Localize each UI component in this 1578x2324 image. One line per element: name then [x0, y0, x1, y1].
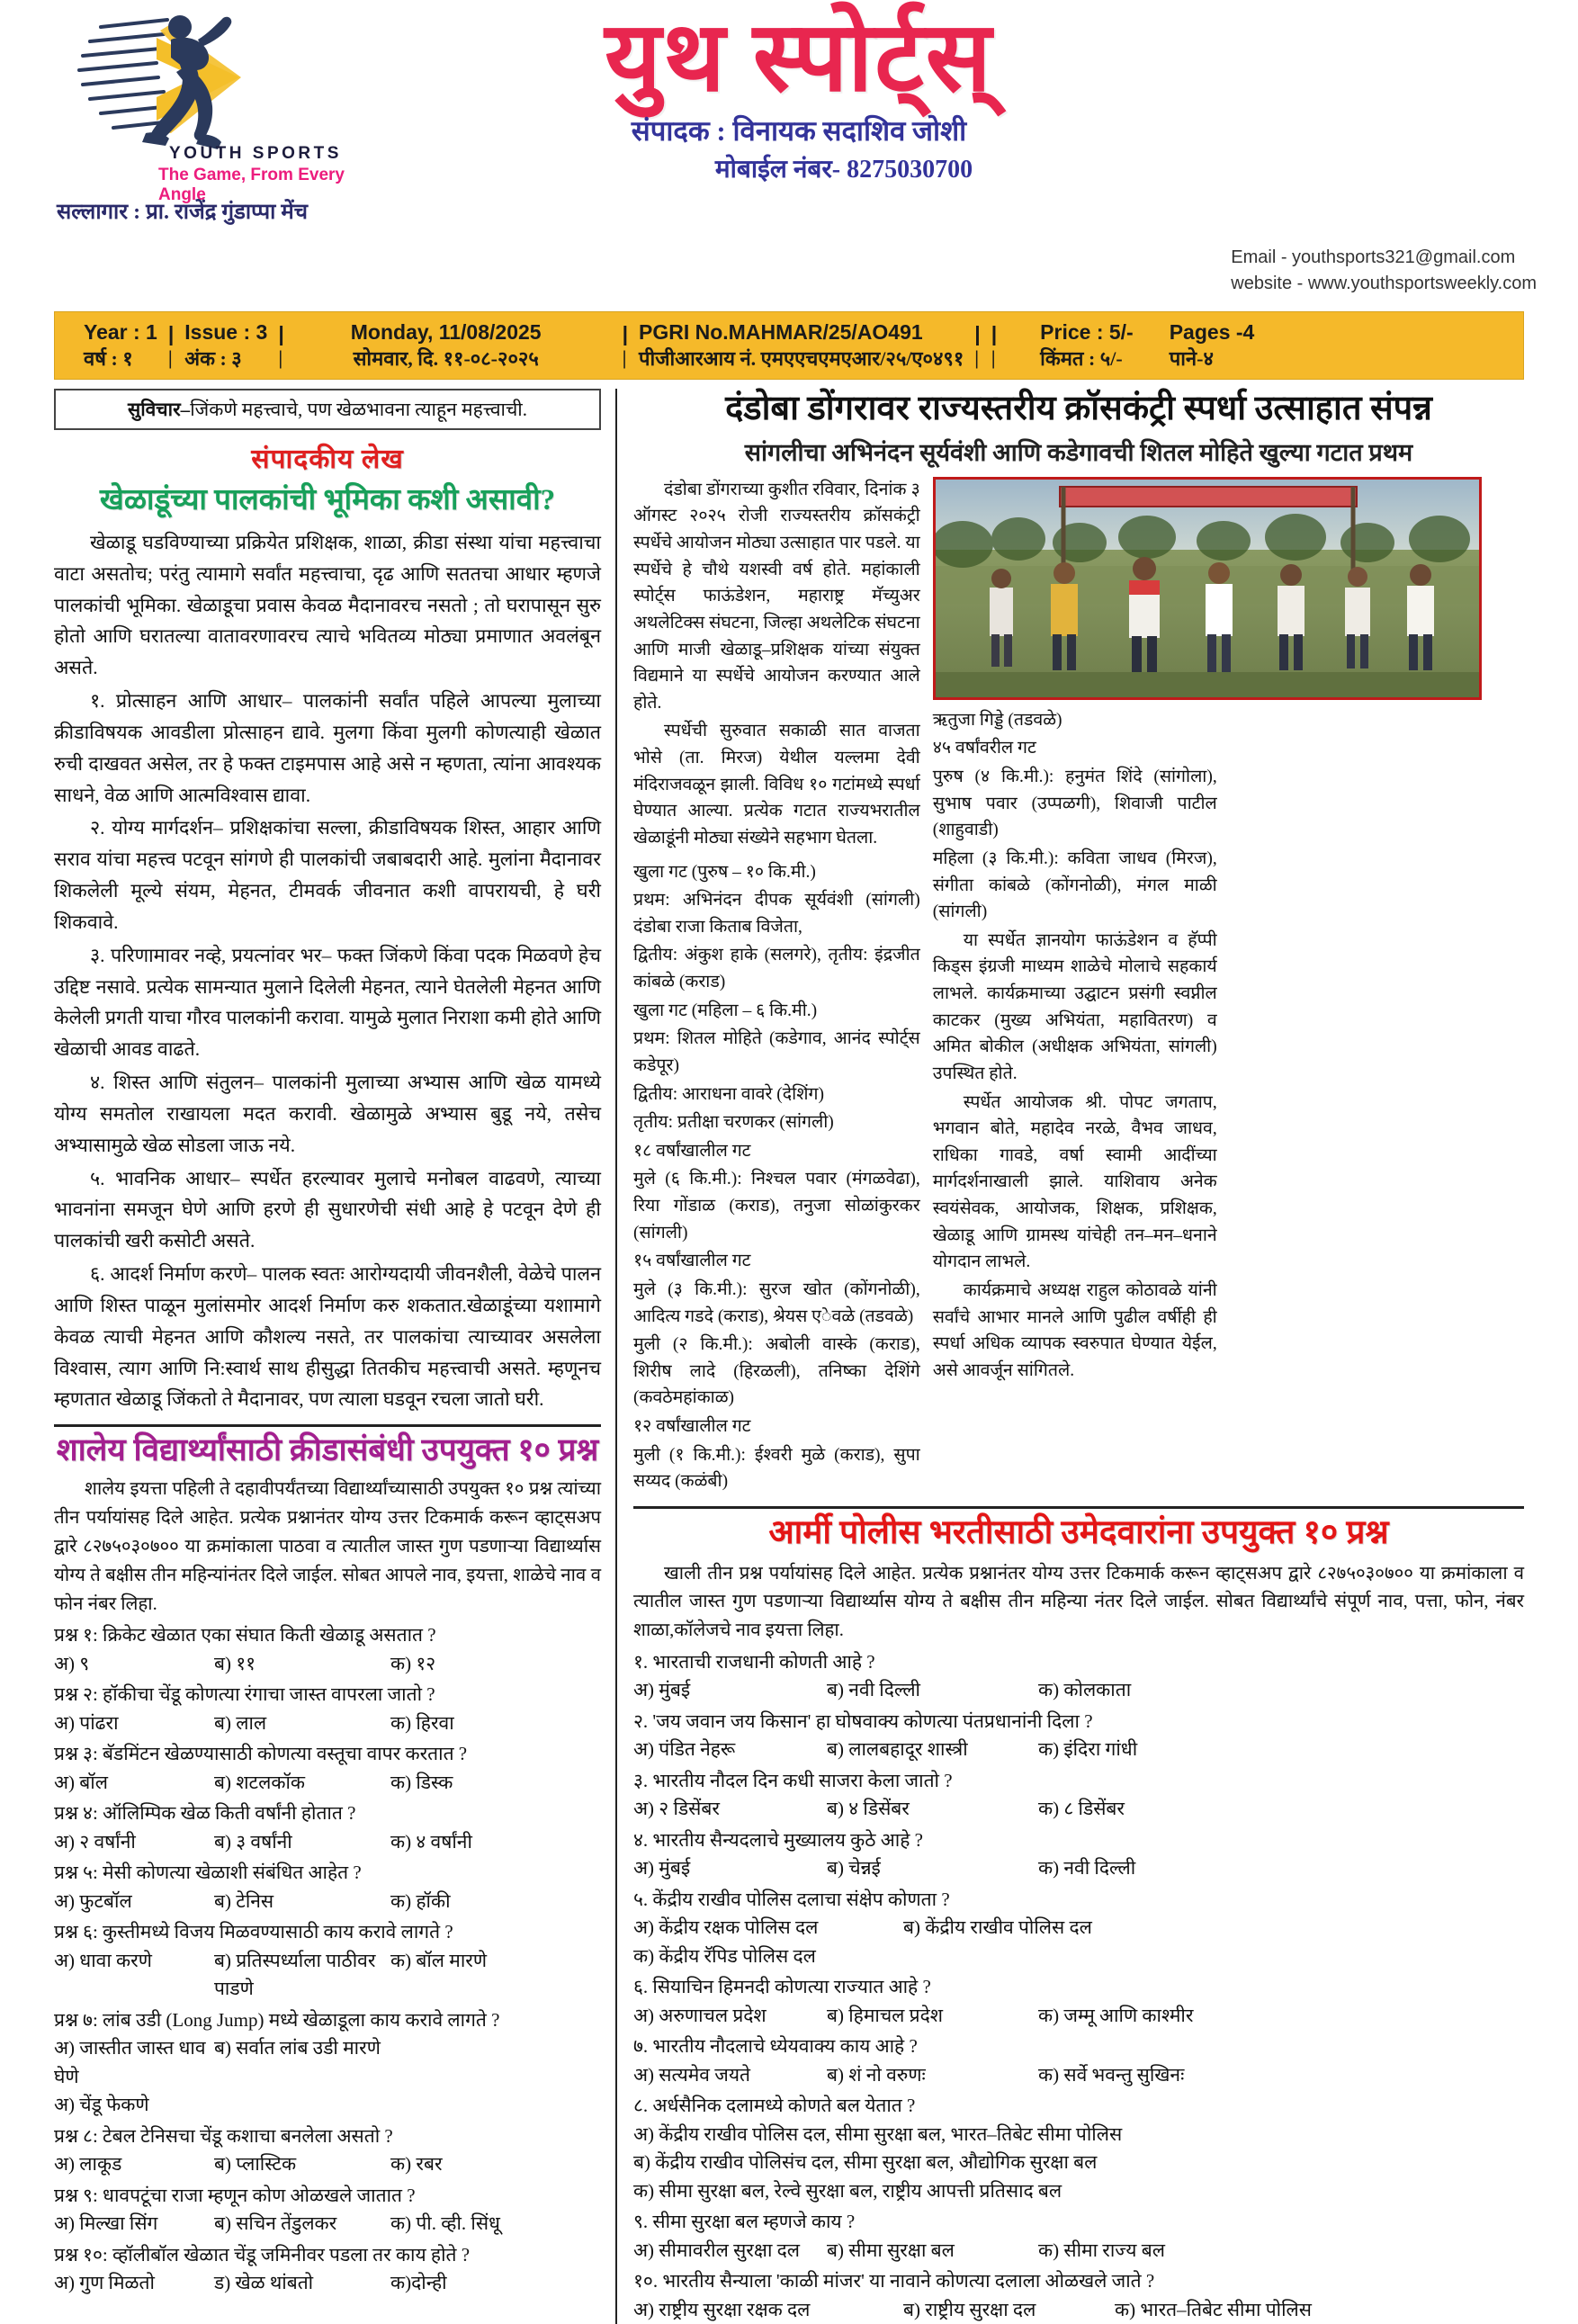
option-c[interactable]: क) बॉल मारणे — [390, 1949, 488, 1971]
option-a[interactable]: अ) मुंबई — [633, 1857, 691, 1880]
editor-mobile: मोबाईल नंबर- 8275030700 — [714, 156, 973, 184]
quiz-question: प्रश्न ५: मेसी कोणत्या खेळाशी संबंधित आहेत ? — [54, 1862, 362, 1884]
option-b[interactable]: ब) टेनिस — [214, 1889, 274, 1912]
option-a[interactable]: अ) सीमावरील सुरक्षा दल — [633, 2239, 801, 2261]
option-c[interactable]: क) कोलकाता — [1038, 1679, 1132, 1701]
date-mr: सोमवार, दि. ११-०८-२०२५ — [353, 346, 539, 370]
issue-cell — [179, 312, 273, 379]
news-grid — [633, 477, 1524, 1497]
quiz-options — [633, 1854, 1524, 1883]
option-c[interactable]: क) १२ — [390, 1652, 436, 1674]
separator: | | — [278, 321, 284, 369]
quiz-options — [633, 1914, 1524, 1943]
year-en: Year : 1 — [84, 319, 157, 344]
option-b[interactable]: ब) शं नो वरुणः — [827, 2063, 926, 2086]
news-para: ४५ वर्षांवरील गट — [932, 739, 1036, 758]
email-line: Email - youthsports321@gmail.com — [1231, 247, 1516, 267]
rni-en: PGRI No.MAHMAR/25/AO491 — [639, 319, 923, 344]
school-quiz-title: शालेय विद्यार्थ्यांसाठी क्रीडासंबंधी उपयुक्त १० प्रश्न — [56, 1432, 599, 1468]
quiz-question: प्रश्न ७: लांब उडी (Long Jump) मध्ये खेळाडूला काय करावे लागते ? — [54, 2008, 500, 2031]
result-group-title: १५ वर्षांखालील गट — [633, 1252, 751, 1271]
result-line: मुले (६ कि.मी.): निश्चल पवार (मंगळवेढा), रिया गोंडाळ (कराड), तनुजा सोळांकुरकर (सांगली) — [633, 1170, 920, 1243]
option-a[interactable]: अ) पांढरा — [54, 1711, 119, 1734]
logo-wordmark: YOUTH SPORTS — [169, 144, 342, 163]
option-a[interactable]: अ) केंद्रीय रक्षक पोलिस दल — [633, 1916, 819, 1939]
option-b[interactable]: ब) हिमाचल प्रदेश — [827, 2004, 944, 2026]
editorial-para: ३. परिणामावर नव्हे, प्रयत्नांवर भर– फक्त जिंकणे किंवा पदक मिळवणे हेच उद्दिष्ट नसावे. प्रत्येक सामन्यात मुलाने दिलेली मेहनत, त्याने घेतलेली मेहनत आणि केलेली प्रगती याचा गौरव पालकांनी करावा. यामुळे मुलात निराशा कमी होते आणि खेळाची आवड वाढते. — [54, 944, 601, 1061]
option-a[interactable]: अ) चेंडू फेकणे — [54, 2094, 149, 2116]
news-para: दंडोबा डोंगराच्या कुशीत रविवार, दिनांक ३ ऑगस्ट २०२५ रोजी राज्यस्तरीय क्रॉसकंट्री स्पर्धेचे आयोजन मोठ्या उत्साहात पार पडले. या स्पर्धेचे हे चौथे यशस्वी वर्ष होते. महांकाली स्पोर्ट्स फाऊंडेशन, महाराष्ट्र मॅच्युअर अथलेटिक्स संघटना, जिल्हा अथलेटिक संघटना आणि माजी खेळाडू–प्रशिक्षक यांच्या संयुक्त विद्यमाने या स्पर्धेचे आयोजन करण्यात आले होते. — [633, 480, 920, 713]
news-column-1 — [633, 477, 920, 1497]
option-a[interactable]: अ) पंडित नेहरू — [633, 1738, 736, 1761]
year-cell — [78, 312, 163, 379]
main-content — [54, 389, 1524, 2324]
date-cell — [345, 312, 547, 379]
editorial-para: खेळाडू घडविण्याच्या प्रक्रियेत प्रशिक्षक, शाळा, क्रीडा संस्था यांचा महत्त्वाचा वाटा असतोच; परंतु त्यामागे सर्वांत महत्त्वाचा, दृढ आणि सततचा आधार म्हणजे पालकांची भूमिका. खेळाडूचा प्रवास केवळ मैदानावरच नसतो ; तो घरापासून सुरु होतो आणि घरातल्या वातावरणावरच त्याचे भवितव्य मोठ्या प्रमाणात अवलंबून असते. — [54, 532, 601, 679]
option-a[interactable]: अ) धावा करणे — [54, 1949, 152, 1971]
issue-info-bar — [54, 311, 1524, 380]
result-line: प्रथम: शितल मोहिते (कडेगाव, आनंद स्पोर्ट्स कडेपूर) — [633, 1029, 920, 1075]
option-a[interactable]: अ) गुण मिळतो — [54, 2272, 155, 2294]
news-subheadline: सांगलीचा अभिनंदन सूर्यवंशी आणि कडेगावची शितल मोहिते खुल्या गटात प्रथम — [744, 438, 1413, 466]
army-quiz-title: आर्मी पोलीस भरतीसाठी उमेदवारांना उपयुक्त १० प्रश्न — [768, 1513, 1389, 1551]
photo-inner — [936, 480, 1479, 697]
logo-block — [52, 7, 349, 204]
issue-mr: अंक : ३ — [184, 346, 242, 370]
option-a[interactable]: अ) ९ — [54, 1652, 90, 1674]
option-b[interactable]: ब) केंद्रीय राखीव पोलिसंच दल, सीमा सुरक्षा बल, औद्योगिक सुरक्षा बल — [633, 2151, 1098, 2174]
quiz-options — [54, 1947, 601, 2004]
quiz-question: १. भारताची राजधानी कोणती आहे ? — [633, 1650, 875, 1673]
result-line: प्रथम: अभिनंदन दीपक सूर्यवंशी (सांगली) दंडोबा राजा किताब विजेता, — [633, 891, 920, 937]
option-b[interactable]: ब) नवी दिल्ली — [827, 1679, 920, 1701]
paper-title-block — [439, 4, 1159, 185]
quote-text: जिंकणे महत्त्वाचे, पण खेळभावना त्याहून महत्त्वाची. — [190, 399, 527, 420]
quiz-question: ९. सीमा सुरक्षा बल म्हणजे काय ? — [633, 2211, 856, 2233]
option-b[interactable]: ब) सर्वात लांब उडी मारणे — [214, 2037, 381, 2059]
quiz-options — [633, 2177, 1524, 2206]
news-para: ऋतुजा गिड्डे (तडवळे) — [932, 710, 1062, 730]
option-c[interactable]: क) सीमा राज्य बल — [1038, 2239, 1165, 2261]
quiz-options — [54, 2210, 601, 2239]
quiz-question: २. 'जय जवान जय किसान' हा घोषवाक्य कोणत्या पंतप्रधानांनी दिला ? — [633, 1709, 1093, 1732]
result-group-title: १२ वर्षांखालील गट — [633, 1417, 751, 1437]
separator: | | — [991, 321, 998, 369]
website-line[interactable]: website - www.youthsportsweekly.com — [1231, 274, 1537, 293]
quote-label: सुविचार– — [128, 399, 191, 420]
quiz-question: प्रश्न १०: व्हॉलीबॉल खेळात चेंडू जमिनीवर पडला तर काय होते ? — [54, 2243, 471, 2266]
quiz-options — [633, 1795, 1524, 1824]
pages-en: Pages -4 — [1169, 319, 1255, 344]
editorial-title: खेळाडूंच्या पालकांची भूमिका कशी असावी? — [99, 484, 556, 516]
quiz-question: १०. भारतीय सैन्याला 'काळी मांजर' या नावाने कोणत्या दलाला ओळखले जाते ? — [633, 2270, 1155, 2293]
quiz-question: ८. अर्धसैनिक दलामध्ये कोणते बल येतात ? — [633, 2095, 916, 2117]
quiz-question: प्रश्न ६: कुस्तीमध्ये विजय मिळवण्यासाठी काय करावे लागते ? — [54, 1921, 453, 1943]
option-b[interactable]: ब) ११ — [214, 1652, 256, 1674]
news-photo — [933, 477, 1482, 700]
school-quiz-list — [54, 1621, 601, 2298]
option-a[interactable]: अ) बॉल — [54, 1771, 108, 1793]
editorial-para: ५. भावनिक आधार– स्पर्धेत हरल्यावर मुलाचे मनोबल वाढवणे, त्याच्या भावनांना समजून घेणे आणि हरणे ही सुधारणेची संधी आहे हे पटवून देणे ही पालकांची खरी कसोटी असते. — [54, 1167, 601, 1252]
quiz-question: ४. भारतीय सैन्यदलाचे मुख्यालय कुठे आहे ? — [633, 1828, 923, 1851]
quiz-question: ६. सियाचिन हिमनदी कोणत्या राज्यात आहे ? — [633, 1976, 931, 1998]
quiz-options — [633, 2121, 1524, 2149]
news-para: पुरुष (४ कि.मी.): हनुमंत शिंदे (सांगोला), सुभाष पवार (उप्पळगी), शिवाजी पाटील (शाहुवाडी) — [932, 767, 1217, 840]
option-a[interactable]: अ) २ वर्षांनी — [54, 1830, 136, 1853]
option-a[interactable]: अ) अरुणाचल प्रदेश — [633, 2004, 767, 2026]
quiz-question: ७. भारतीय नौदलाचे ध्येयवाक्य काय आहे ? — [633, 2035, 918, 2058]
news-column-2 — [933, 477, 1524, 1497]
quiz-options — [54, 2091, 601, 2120]
option-a[interactable]: अ) राष्ट्रीय सुरक्षा रक्षक दल — [633, 2298, 811, 2320]
option-b[interactable]: ब) ४ डिसेंबर — [827, 1798, 910, 1820]
rni-cell — [633, 312, 969, 379]
option-b[interactable]: ब) प्रतिस्पर्ध्याला पाठीवर पाडणे — [214, 1949, 376, 2000]
quiz-question: प्रश्न ३: बॅडमिंटन खेळण्यासाठी कोणत्या वस्तूचा वापर करतात ? — [54, 1743, 468, 1765]
option-c[interactable]: क) पी. व्ही. सिंधू — [390, 2212, 500, 2235]
contact-block — [1231, 245, 1537, 297]
quiz-options — [54, 1888, 601, 1916]
quiz-options — [54, 1828, 601, 1857]
option-b[interactable]: ब) राष्ट्रीय सुरक्षा दल — [903, 2298, 1036, 2320]
option-c[interactable]: क) इंदिरा गांधी — [1038, 1738, 1138, 1761]
price-en: Price : 5/- — [1040, 319, 1134, 344]
option-a[interactable]: अ) लाकूड — [54, 2153, 122, 2176]
news-column-2a — [933, 707, 1217, 1386]
quiz-options — [633, 1676, 1524, 1705]
news-para: महिला (३ कि.मी.): कविता जाधव (मिरज), संगीता कांबळे (कोंगनोळी), मंगल माळी (सांगली) — [932, 848, 1217, 922]
quiz-question: प्रश्न २: हॉकीचा चेंडू कोणत्या रंगाचा जास्त वापरला जातो ? — [54, 1683, 435, 1706]
option-c[interactable]: क) हॉकी — [390, 1889, 451, 1912]
separator: | | — [974, 321, 981, 369]
option-c[interactable]: क) रबर — [390, 2153, 443, 2176]
result-group-title: १८ वर्षांखालील गट — [633, 1141, 751, 1161]
option-c[interactable]: क) भारत–तिबेट सीमा पोलिस — [1115, 2298, 1312, 2320]
option-c[interactable]: क) नवी दिल्ली — [1038, 1857, 1136, 1880]
quiz-question: प्रश्न १: क्रिकेट खेळात एका संघात किती खेळाडू असतात ? — [54, 1624, 436, 1647]
quiz-question: प्रश्न ९: धावपटूंचा राजा म्हणून कोण ओळखले जातात ? — [54, 2184, 416, 2206]
option-b[interactable]: ब) प्लास्टिक — [214, 2153, 297, 2176]
quiz-options — [54, 1650, 601, 1679]
editorial-para: १. प्रोत्साहन आणि आधार– पालकांनी सर्वांत पहिले आपल्या मुलाच्या क्रीडाविषयक आवडीला प्रोत्साहन द्यावे. मुलगा किंवा मुलगी कोणत्याही खेळात रुची दाखवत असेल, तर हे फक्त टाइमपास आहे असे न म्हणता, त्यांना आवश्यक साधने, वेळ आणि आत्मविश्वास द्यावा. — [54, 690, 601, 806]
divider — [633, 1506, 1524, 1509]
option-c[interactable]: क) जम्मू आणि काश्मीर — [1038, 2004, 1194, 2026]
pages-mr: पाने-४ — [1169, 346, 1214, 370]
result-line: मुली (१ कि.मी.): ईश्वरी मुळे (कराड), सुपा सय्यद (कळंबी) — [633, 1445, 920, 1492]
quiz-options — [633, 1736, 1524, 1764]
result-line: तृतीय: प्रतीक्षा चरणकर (सांगली) — [633, 1113, 834, 1133]
option-b[interactable]: ब) सचिन तेंडुलकर — [214, 2212, 337, 2235]
separator: | | — [622, 321, 629, 369]
option-c[interactable]: क) केंद्रीय रॅपिड पोलिस दल — [633, 1944, 816, 1967]
news-headline: दंडोबा डोंगरावर राज्यस्तरीय क्रॉसकंट्री स्पर्धा उत्साहात संपन्न — [725, 390, 1432, 427]
quote-box — [54, 389, 601, 430]
editor-name: संपादक : विनायक सदाशिव जोशी — [631, 115, 967, 148]
option-c[interactable]: क) सीमा सुरक्षा बल, रेल्वे सुरक्षा बल, राष्ट्रीय आपत्ती प्रतिसाद बल — [633, 2179, 1062, 2202]
result-line: द्वितीय: आराधना वावरे (देशिंग) — [633, 1084, 824, 1104]
option-c[interactable]: क) ८ डिसेंबर — [1038, 1798, 1125, 1820]
quiz-question: प्रश्न ४: ऑलिम्पिक खेळ किती वर्षांनी होतात ? — [54, 1802, 356, 1825]
quiz-options — [54, 1709, 601, 1738]
date-en: Monday, 11/08/2025 — [350, 319, 542, 344]
news-para: स्पर्धेत आयोजक श्री. पोपट जगताप, भगवान बोते, महादेव नरळे, वैभव जाधव, राधिका गावडे, वर्षा स्वामी आदींच्या मार्गदर्शनाखाली झाले. याशिवाय अनेक स्वयंसेवक, आयोजक, शिक्षक, प्रशिक्षक, खेळाडू आणि ग्रामस्थ यांचेही तन–मन–धनाने योगदान लाभले. — [932, 1092, 1217, 1272]
quiz-options — [633, 2002, 1524, 2031]
pages-cell — [1164, 312, 1260, 379]
quiz-options — [633, 2061, 1524, 2090]
option-a[interactable]: अ) जास्तीत जास्त धाव घेणे — [54, 2037, 206, 2087]
left-column — [54, 389, 615, 2324]
option-b[interactable]: ब) ३ वर्षांनी — [214, 1830, 292, 1853]
result-line: मुले (३ कि.मी.): सुरज खोत (कोंगनोळी), आदित्य गडदे (कराड), श्रेयस एेवळे (तडवळे) — [633, 1279, 920, 1326]
option-c[interactable]: क)दोन्ही — [390, 2272, 447, 2294]
logo-tagline: The Game, From Every Angle — [158, 166, 345, 204]
option-c[interactable]: क) डिस्क — [390, 1771, 453, 1793]
result-line: मुली (२ कि.मी.): अबोली वास्के (कराड), शिरीष लादे (हिरळली), तनिष्का देशिंगे (कवठेमहांकाळ) — [633, 1335, 920, 1408]
army-quiz-list — [633, 1648, 1524, 2324]
option-b[interactable]: ड) खेळ थांबतो — [214, 2272, 314, 2294]
option-c[interactable]: क) सर्वे भवन्तु सुखिनः — [1038, 2063, 1185, 2086]
price-cell — [1035, 312, 1139, 379]
option-a[interactable]: अ) फुटबॉल — [54, 1889, 132, 1912]
option-b[interactable]: ब) शटलकॉक — [214, 1771, 306, 1793]
editorial-para: ४. शिस्त आणि संतुलन– पालकांनी मुलाच्या अभ्यास आणि खेळ यामध्ये योग्य समतोल राखायला मदत करावी. खेळामुळे अभ्यास बुडू नये, तसेच अभ्यासामुळे खेळ सोडला जाऊ नये. — [54, 1072, 601, 1156]
news-para: कार्यक्रमाचे अध्यक्ष राहुल कोठावळे यांनी सर्वांचे आभार मानले आणि पुढील वर्षीही ही स्पर्धा अधिक व्यापक स्वरुपात घेण्यात येईल, असे आवर्जून सांगितले. — [932, 1280, 1217, 1380]
option-a[interactable]: अ) मुंबई — [633, 1679, 691, 1701]
quiz-options — [54, 1769, 601, 1798]
option-a[interactable]: अ) मिल्खा सिंग — [54, 2212, 158, 2235]
school-quiz-intro: शालेय इयत्ता पहिली ते दहावीपर्यंतच्या विद्यार्थ्यांच्यासाठी उपयुक्त १० प्रश्न त्यांच्या तीन पर्यायांसह दिले आहेत. प्रत्येक प्रश्नानंतर योग्य उत्तर टिकमार्क करून व्हाट्सअप द्वारे ८२७५०३०७०० या क्रमांकाला पाठवा व त्यातील जास्त गुण पडणाऱ्या विद्यार्थ्यास योग्य ते बक्षीस तीन महिन्यांनंतर दिले जाईल. सोबत आपले नाव, इयत्ता, शाळेचे नाव व फोन नंबर लिहा. — [54, 1479, 601, 1614]
news-para: या स्पर्धेत ज्ञानयोग फाऊंडेशन व हॅप्पी किड्स इंग्रजी माध्यम शाळेचे मोलाचे सहकार्य लाभले. कार्यक्रमाच्या उद्घाटन प्रसंगी स्वप्नील काटकर (मुख्य अभियंता, महावितरण) व अमित बोकील (अधीक्षक अभियंता, सांगली) उपस्थित होते. — [932, 930, 1217, 1083]
result-group-title: खुला गट (महिला – ६ कि.मी.) — [633, 1000, 818, 1020]
option-b[interactable]: ब) केंद्रीय राखीव पोलिस दल — [903, 1916, 1092, 1939]
quiz-options — [633, 2149, 1524, 2177]
quiz-options — [54, 2150, 601, 2179]
quiz-question: ५. केंद्रीय राखीव पोलिस दलाचा संक्षेप कोणता ? — [633, 1888, 950, 1910]
rni-mr: पीजीआरआय नं. एमएएचएमएआर/२५/ए०४९१ — [639, 346, 964, 370]
quiz-options — [54, 2269, 601, 2298]
page-title: युथ स्पोर्ट्स् — [605, 4, 993, 112]
editorial-para: २. योग्य मार्गदर्शन– प्रशिक्षकांचा सल्ला, क्रीडाविषयक शिस्त, आहार आणि सराव यांचा महत्त्व पटवून सांगणे ही पालकांची जबाबदारी आहे. मुलांना मैदानावर शिकलेली मूल्ये संयम, मेहनत, टीमवर्क जीवनात कशी वापरायची, हे घरी शिकवावे. — [54, 817, 601, 933]
quiz-question: प्रश्न ८: टेबल टेनिसचा चेंडू कशाचा बनलेला असतो ? — [54, 2124, 393, 2147]
result-group-title: खुला गट (पुरुष – १० कि.मी.) — [633, 862, 816, 882]
option-b[interactable]: ब) लालबहादूर शास्त्री — [827, 1738, 968, 1761]
quiz-options — [633, 2296, 1524, 2324]
option-a[interactable]: अ) केंद्रीय राखीव पोलिस दल, सीमा सुरक्षा बल, भारत–तिबेट सीमा पोलिस — [633, 2122, 1123, 2145]
quiz-options — [54, 2034, 601, 2091]
option-c[interactable]: क) हिरवा — [390, 1711, 454, 1734]
advisor-line: सल्लागार : प्रा. राजेंद्र गुंडाप्पा मेंच — [57, 201, 308, 224]
divider — [54, 1424, 601, 1427]
news-lower-columns — [933, 707, 1524, 1386]
right-column — [615, 389, 1524, 2324]
option-a[interactable]: अ) सत्यमेव जयते — [633, 2063, 750, 2086]
masthead — [16, 0, 1562, 306]
editorial-para: ६. आदर्श निर्माण करणे– पालक स्वतः आरोग्यदायी जीवनशैली, वेळेचे पालन आणि शिस्त पाळून मुलांसमोर आदर्श निर्माण करु शकतात.खेळाडूंच्या यशामागे केवळ त्याची मेहनत आणि कौशल्य नसते, तर पालकांचा त्याच्यावर असलेला विश्वास, त्याग आणि नि:स्वार्थ साथ हीसुद्धा तितकीच महत्त्वाची असते. म्हणूनच म्हणतात खेळाडू जिंकतो ते मैदानावर, पण त्याला घडवून रचला जातो घरी. — [54, 1263, 601, 1411]
issue-en: Issue : 3 — [184, 319, 268, 344]
option-b[interactable]: ब) चेन्नई — [827, 1857, 881, 1880]
option-b[interactable]: ब) लाल — [214, 1711, 267, 1734]
quiz-question: ३. भारतीय नौदल दिन कधी साजरा केला जातो ? — [633, 1769, 953, 1791]
option-b[interactable]: ब) सीमा सुरक्षा बल — [827, 2239, 955, 2261]
quiz-options — [633, 1943, 1524, 1971]
price-mr: किंमत : ५/- — [1040, 346, 1123, 370]
quiz-options — [633, 2237, 1524, 2266]
army-quiz-intro: खाली तीन प्रश्न पर्यायांसह दिले आहेत. प्रत्येक प्रश्नानंतर योग्य उत्तर टिकमार्क करून व्हाट्सअप द्वारे ८२७५०३०७०० या क्रमांकाला व त्यातील जास्त गुण पडणाऱ्या विद्यार्थ्यास योग्य ते बक्षीस तीन महिन्या नंतर दिले जाईल. सोबत विद्यार्थ्यांचे संपूर्ण नाव, पत्ता, फोन, नंबर शाळा,कॉलेजचे नाव इयत्ता लिहा. — [633, 1563, 1524, 1641]
year-mr: वर्ष : १ — [84, 346, 133, 370]
result-line: द्वितीय: अंकुश हाके (सलगरे), तृतीय: इंद्रजीत कांबळे (कराड) — [633, 946, 920, 992]
option-c[interactable]: क) ४ वर्षांनी — [390, 1830, 472, 1853]
editorial-kicker: संपादकीय लेख — [251, 444, 404, 474]
option-a[interactable]: अ) २ डिसेंबर — [633, 1798, 720, 1820]
running-man-logo-icon — [70, 7, 340, 151]
news-para: स्पर्धेची सुरुवात सकाळी सात वाजता भोसे (ता. मिरज) येथील यल्लमा देवी मंदिराजवळून झाली. विविध १० गटांमध्ये स्पर्धा घेण्यात आल्या. प्रत्येक गटात राज्यभरातील खेळाडूंनी मोठ्या संख्येने सहभाग घेतला. — [633, 722, 920, 848]
separator: | | — [167, 321, 175, 369]
